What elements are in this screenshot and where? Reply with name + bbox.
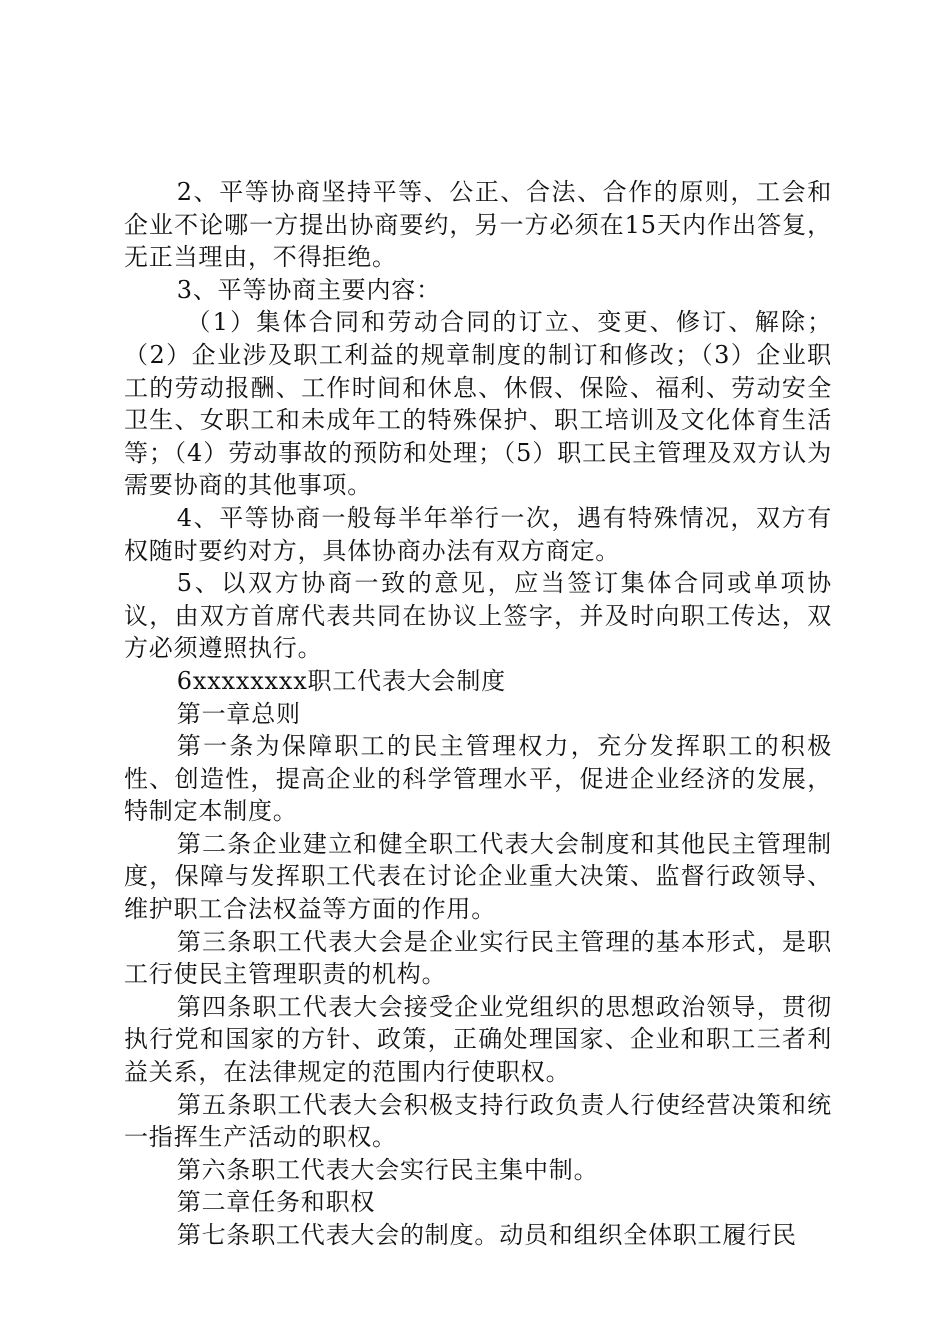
article-3: 第三条职工代表大会是企业实行民主管理的基本形式，是职工行使民主管理职责的机构。 <box>124 927 832 989</box>
article-1: 第一条为保障职工的民主管理权力，充分发挥职工的积极性、创造性，提高企业的科学管理水平，促进企业经济的发展，特制定本制度。 <box>124 732 832 826</box>
document-body <box>124 176 832 1252</box>
chapter-title-tasks: 第二章任务和职权 <box>176 1188 376 1217</box>
paragraph-negotiation-principle: 2、平等协商坚持平等、公正、合法、合作的原则，工会和企业不论哪一方提出协商要约，另一方必须在15天内作出答复，无正当理由，不得拒绝。 <box>124 178 832 272</box>
paragraph-negotiation-frequency: 4、平等协商一般每半年举行一次，遇有特殊情况，双方有权随时要约对方，具体协商办法有双方商定。 <box>124 503 832 565</box>
paragraph-negotiation-content-items: （1）集体合同和劳动合同的订立、变更、修订、解除；（2）企业涉及职工利益的规章制度的制订和修改；（3）企业职工的劳动报酬、工作时间和休息、休假、保险、福利、劳动安全卫生、女职工和未成年工的特殊保护、职工培训及文化体育生活等；（4）劳动事故的预防和处理；（5）职工民主管理及双方认为需要协商的其他事项。 <box>124 308 832 500</box>
paragraph-collective-contract: 5、以双方协商一致的意见，应当签订集体合同或单项协议，由双方首席代表共同在协议上签字，并及时向职工传达，双方必须遵照执行。 <box>124 569 832 663</box>
section-title-congress-system: 6xxxxxxxx职工代表大会制度 <box>176 666 506 695</box>
chapter-title-general: 第一章总则 <box>176 699 301 728</box>
article-7: 第七条职工代表大会的制度。动员和组织全体职工履行民 <box>176 1221 797 1249</box>
article-4: 第四条职工代表大会接受企业党组织的思想政治领导，贯彻执行党和国家的方针、政策，正确处理国家、企业和职工三者利益关系，在法律规定的范围内行使职权。 <box>124 992 832 1087</box>
article-5: 第五条职工代表大会积极支持行政负责人行使经营决策和统一指挥生产活动的职权。 <box>124 1090 832 1152</box>
article-2: 第二条企业建立和健全职工代表大会制度和其他民主管理制度，保障与发挥职工代表在讨论企业重大决策、监督行政领导、维护职工合法权益等方面的作用。 <box>124 829 832 924</box>
paragraph-negotiation-content-heading: 3、平等协商主要内容： <box>176 275 441 304</box>
article-6: 第六条职工代表大会实行民主集中制。 <box>176 1155 599 1184</box>
